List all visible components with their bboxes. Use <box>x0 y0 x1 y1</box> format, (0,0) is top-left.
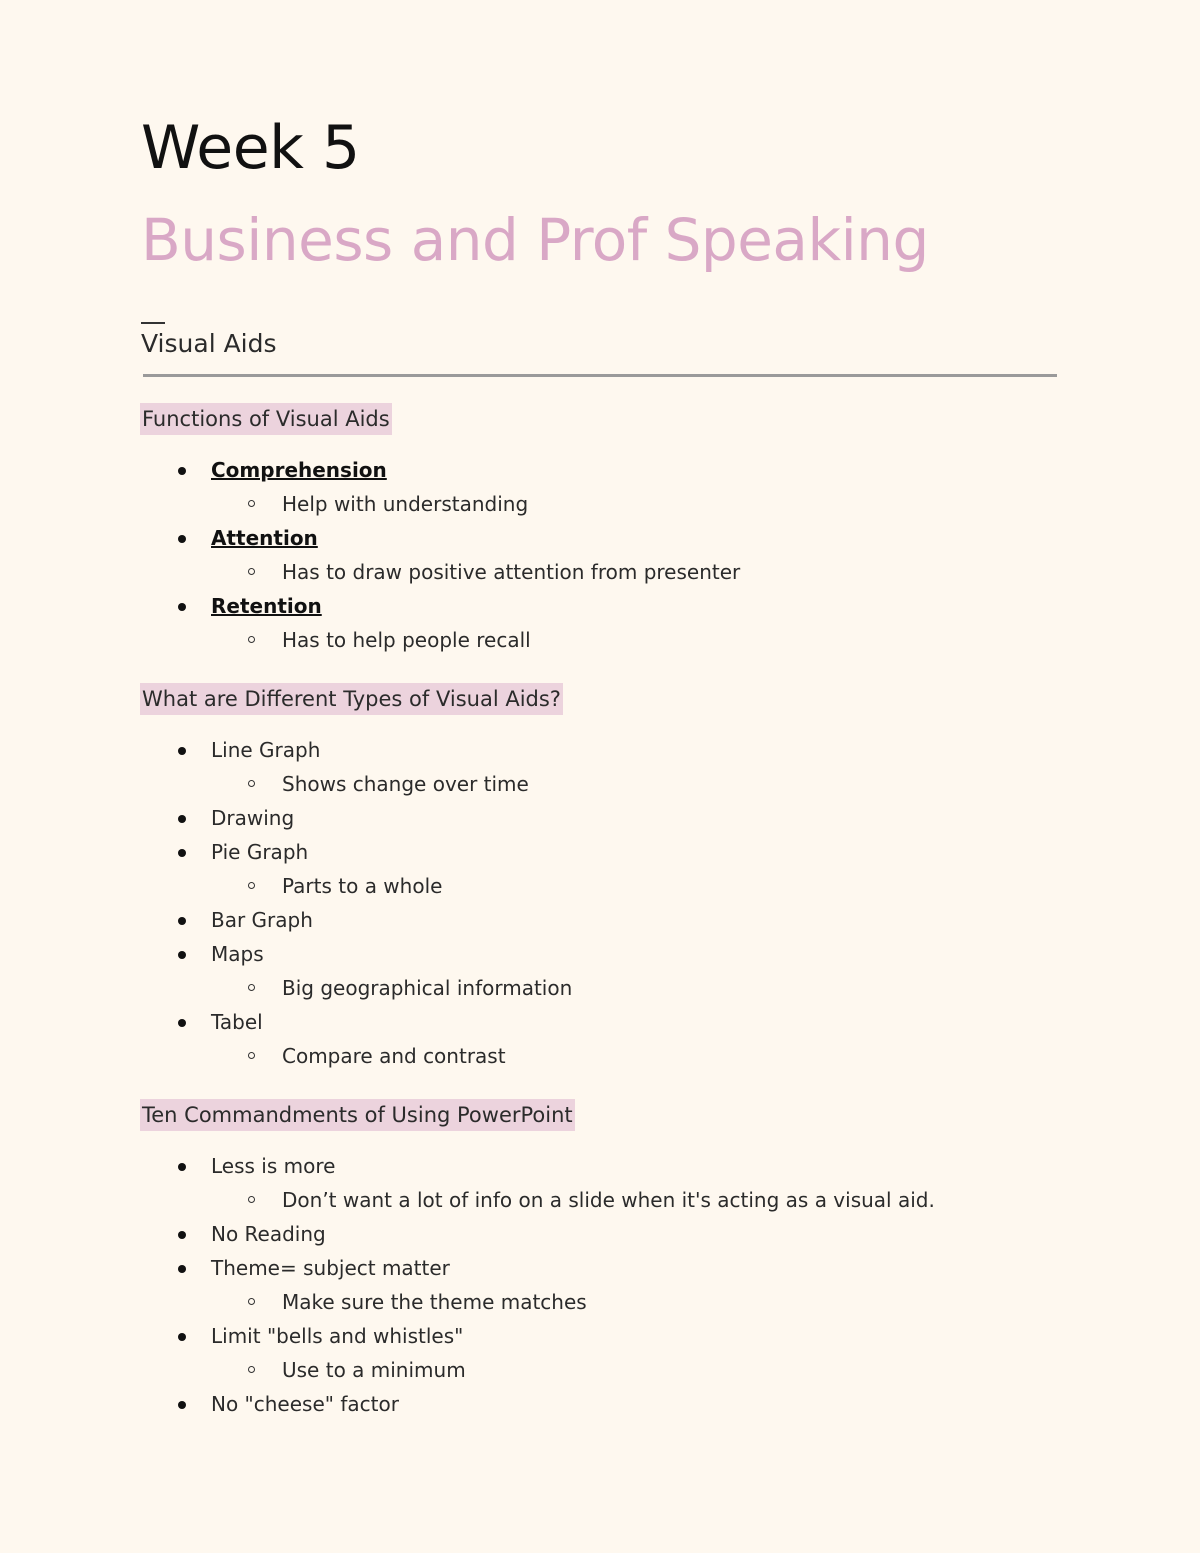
circle-bullet-icon <box>248 1196 255 1203</box>
sub-list-item <box>211 555 1061 589</box>
sub-list <box>211 869 1061 903</box>
sub-list <box>211 555 1061 589</box>
list-item-label: Pie Graph <box>211 840 309 864</box>
list-item <box>141 1387 1061 1421</box>
bullet-icon <box>178 1265 186 1273</box>
sub-list-item-label: Use to a minimum <box>282 1358 466 1382</box>
bullet-list <box>141 1149 1061 1421</box>
sub-list-item <box>211 971 1061 1005</box>
sub-list <box>211 1039 1061 1073</box>
list-item-label: Retention <box>211 594 322 618</box>
list-item <box>141 521 1061 589</box>
sub-list-item-label: Big geographical information <box>282 976 573 1000</box>
sub-list <box>211 1183 1061 1217</box>
bullet-icon <box>178 747 186 755</box>
circle-bullet-icon <box>248 1052 255 1059</box>
list-item <box>141 937 1061 1005</box>
list-item <box>141 835 1061 903</box>
list-item-label: Theme= subject matter <box>211 1256 450 1280</box>
section-heading: Ten Commandments of Using PowerPoint <box>140 1099 575 1131</box>
list-item <box>141 589 1061 657</box>
list-item <box>141 1319 1061 1387</box>
sub-list-item <box>211 1285 1061 1319</box>
list-item <box>141 801 1061 835</box>
list-item-label: Comprehension <box>211 458 387 482</box>
list-item-label: Drawing <box>211 806 295 830</box>
sub-list <box>211 487 1061 521</box>
sub-list-item-label: Compare and contrast <box>282 1044 506 1068</box>
list-item <box>141 903 1061 937</box>
circle-bullet-icon <box>248 882 255 889</box>
bullet-icon <box>178 1401 186 1409</box>
bullet-icon <box>178 1333 186 1341</box>
sub-list-item <box>211 1183 1061 1217</box>
list-item-label: Line Graph <box>211 738 321 762</box>
document-page <box>141 108 1061 1421</box>
sub-list <box>211 971 1061 1005</box>
circle-bullet-icon <box>248 1298 255 1305</box>
list-item-label: Maps <box>211 942 264 966</box>
list-item-label: No Reading <box>211 1222 326 1246</box>
bullet-icon <box>178 467 186 475</box>
list-item-label: No "cheese" factor <box>211 1392 399 1416</box>
section-functions <box>141 403 1061 657</box>
bullet-icon <box>178 815 186 823</box>
sub-list-item-label: Has to draw positive attention from presenter <box>282 560 741 584</box>
sub-list-item-label: Shows change over time <box>282 772 529 796</box>
bullet-icon <box>178 849 186 857</box>
bullet-icon <box>178 917 186 925</box>
list-item <box>141 1251 1061 1319</box>
list-item <box>141 1217 1061 1251</box>
bullet-list <box>141 733 1061 1073</box>
bullet-icon <box>178 535 186 543</box>
bullet-icon <box>178 1019 186 1027</box>
list-item-label: Attention <box>211 526 318 550</box>
list-item <box>141 733 1061 801</box>
list-item-label: Tabel <box>211 1010 263 1034</box>
sub-list-item <box>211 487 1061 521</box>
sub-list <box>211 767 1061 801</box>
bullet-list <box>141 453 1061 657</box>
topic-mark <box>141 322 165 324</box>
bullet-icon <box>178 1231 186 1239</box>
sub-list-item <box>211 869 1061 903</box>
sub-list-item-label: Don’t want a lot of info on a slide when it's acting as a visual aid. <box>282 1188 935 1212</box>
sub-list-item <box>211 767 1061 801</box>
sub-list-item-label: Help with understanding <box>282 492 529 516</box>
circle-bullet-icon <box>248 568 255 575</box>
week-title: Week 5 <box>141 113 360 183</box>
bullet-icon <box>178 1163 186 1171</box>
section-heading: What are Different Types of Visual Aids? <box>140 683 563 715</box>
circle-bullet-icon <box>248 500 255 507</box>
sub-list <box>211 623 1061 657</box>
topic-title: Visual Aids <box>141 329 277 358</box>
list-item <box>141 453 1061 521</box>
sub-list-item <box>211 1353 1061 1387</box>
sub-list <box>211 1285 1061 1319</box>
list-item-label: Less is more <box>211 1154 336 1178</box>
sub-list <box>211 1353 1061 1387</box>
circle-bullet-icon <box>248 636 255 643</box>
section-types <box>141 683 1061 1073</box>
sub-list-item-label: Has to help people recall <box>282 628 531 652</box>
section-commandments <box>141 1099 1061 1421</box>
sub-list-item-label: Make sure the theme matches <box>282 1290 587 1314</box>
sub-list-item <box>211 623 1061 657</box>
circle-bullet-icon <box>248 984 255 991</box>
bullet-icon <box>178 603 186 611</box>
topic-divider <box>143 374 1057 377</box>
circle-bullet-icon <box>248 780 255 787</box>
list-item-label: Bar Graph <box>211 908 313 932</box>
list-item <box>141 1005 1061 1073</box>
course-title: Business and Prof Speaking <box>141 206 929 274</box>
section-heading: Functions of Visual Aids <box>140 403 392 435</box>
bullet-icon <box>178 951 186 959</box>
list-item-label: Limit "bells and whistles" <box>211 1324 464 1348</box>
list-item <box>141 1149 1061 1217</box>
circle-bullet-icon <box>248 1366 255 1373</box>
sub-list-item <box>211 1039 1061 1073</box>
sub-list-item-label: Parts to a whole <box>282 874 443 898</box>
